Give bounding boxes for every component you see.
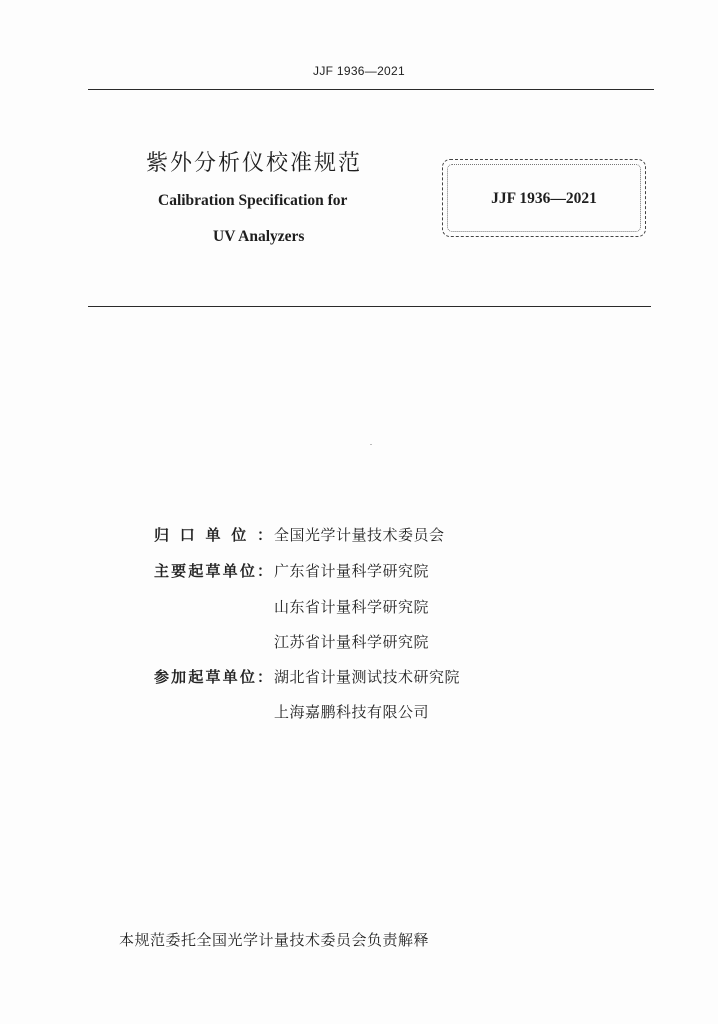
specification-code-box <box>442 159 646 237</box>
org-label: 归口单位： <box>154 526 272 544</box>
code-box-text: JJF 1936—2021 <box>491 190 597 207</box>
title-english-line1: Calibration Specification for <box>158 192 348 209</box>
org-value: 山东省计量科学研究院 <box>274 598 430 616</box>
header-rule <box>88 89 654 90</box>
org-label: 主要起草单位： <box>154 562 272 580</box>
org-value: 湖北省计量测试技术研究院 <box>274 668 461 686</box>
scan-speck <box>370 444 372 445</box>
org-value: 全国光学计量技术委员会 <box>274 526 445 544</box>
org-value: 广东省计量科学研究院 <box>274 562 430 580</box>
running-header-code <box>0 64 718 78</box>
org-value: 上海嘉鹏科技有限公司 <box>274 703 430 721</box>
org-label: 参加起草单位： <box>154 668 272 686</box>
interpretation-note: 本规范委托全国光学计量技术委员会负责解释 <box>119 931 430 949</box>
title-section-rule <box>88 306 651 307</box>
org-value: 江苏省计量科学研究院 <box>274 633 430 651</box>
title-english-line2: UV Analyzers <box>213 228 305 245</box>
title-chinese: 紫外分析仪校准规范 <box>146 151 363 176</box>
header-code-text: JJF 1936—2021 <box>313 64 405 78</box>
